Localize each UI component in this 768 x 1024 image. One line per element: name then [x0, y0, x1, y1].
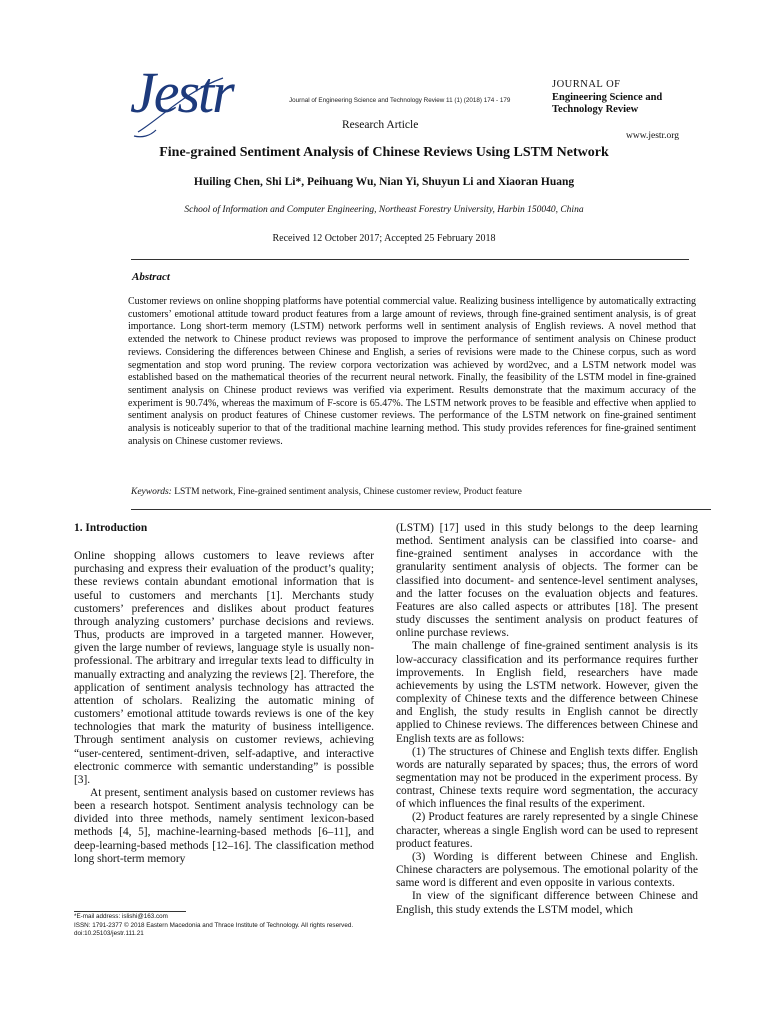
journal-citation: Journal of Engineering Science and Technology Review 11 (1) (2018) 174 - 179: [289, 97, 511, 104]
abstract-heading: Abstract: [132, 271, 170, 283]
abstract-text: Customer reviews on online shopping platforms have potential commercial value. Realizing business intelligence by automatically extracting customers’ emotional attitude toward product features from a large amount of reviews, through fine-grained sentiment analysis, is of great importance. Long short-term memory (LSTM) network performs well in sentiment analysis of English reviews. A novel method that extended the network to Chinese product reviews was proposed to improve the performance of sentiment analysis on Chinese product reviews. Considering the differences between Chinese and English, a series of revisions were made to the Chinese corpus, such as word segmentation and stop word pruning. The review corpora vectorization was achieved by word2vec, and a LSTM network model was established based on the mathematical theories of the recurrent neural network. Finally, the feasibility of the LSTM model in fine-grained sentiment analysis on Chinese product reviews was verified via experiment. Results demonstrate that the maximum accuracy of the experiment is 90.74%, whereas the maximum of F-score is 65.47%. The LSTM network proves to be feasible and effective when applied to sentiment analysis on product features of Chinese customer reviews. The performance of the LSTM network on fine-grained sentiment analysis is noticeably superior to that of the traditional machine learning method. This study provides references for fine-grained sentiment analysis on Chinese customer reviews.: [128, 296, 696, 447]
body-paragraph: (2) Product features are rarely represented by a single Chinese character, whereas a single English word can be used to represent product features.: [396, 811, 698, 850]
body-right-column: [396, 522, 698, 917]
body-paragraph: (3) Wording is different between Chinese and English. Chinese characters are polysemous. The emotional polarity of the same word is different and even opposite in various contexts.: [396, 850, 698, 890]
footnotes: [74, 913, 353, 939]
footnote-doi: doi:10.25103/jestr.111.21: [74, 930, 144, 937]
article-type: Research Article: [342, 119, 419, 131]
body-left-column: [74, 522, 374, 866]
paper-dates: Received 12 October 2017; Accepted 25 February 2018: [272, 233, 496, 244]
journal-name-line3: Technology Review: [552, 104, 639, 115]
header-divider: [131, 259, 689, 260]
journal-name-line1: JOURNAL OF: [552, 79, 621, 90]
footnote-divider: [74, 911, 186, 912]
body-paragraph: Online shopping allows customers to leave reviews after purchasing and express their evaluation of the product’s quality; these reviews contain abundant emotional information that is useful to customers and merchants [1]. Merchants study customers’ preferences and dislikes about product features through analyzing customers’ purchase decisions and reviews. Thus, products are improved in a targeted manner. However, given the large number of reviews, language style is usually non-professional. The arbitrary and irregular texts lead to difficulty in manually extracting and analyzing the reviews [2]. Therefore, the application of sentiment analysis technology has attracted the attention of scholars. Realizing the automatic mining of customers’ emotional attitude towards reviews is one of the key technologies that mark the maturity of business intelligence. Through sentiment analysis on customer reviews, achieving “user-centered, sentiment-driven, self-adaptive, and interactive electronic commerce with semantic understanding” is possible [3].: [74, 550, 374, 786]
keywords-label: Keywords:: [131, 487, 172, 497]
body-paragraph: At present, sentiment analysis based on customer reviews has been a research hotspot. Sentiment analysis technology can be divided into three methods, namely sentiment lexicon-based methods [4, 5], machine-learning-based methods [6–11], and deep-learning-based methods [12–16]. The classification method long short-term memory: [74, 786, 374, 865]
journal-logo: Jestr: [130, 60, 233, 125]
body-paragraph: (1) The structures of Chinese and English texts differ. English words are naturally separated by spaces; thus, the errors of word segmentation may not be produced in the experiment process. By contrast, Chinese texts require word segmentation, the accuracy of which influences the final results of the experiment.: [396, 745, 698, 811]
keywords-text: LSTM network, Fine-grained sentiment analysis, Chinese customer review, Product feature: [174, 487, 522, 497]
keywords-line: [131, 487, 522, 497]
body-paragraph: (LSTM) [17] used in this study belongs to the deep learning method. Sentiment analysis can be classified into coarse- and fine-grained sentiment analyses in accordance with the granularity sentiment analysis of objects. The former can be classified into document- and sentence-level sentiment analyses, and the latter focuses on the evaluation objects and features. Features are also called aspects or attributes [18]. The present study discusses the sentiment analysis on product features of online purchase reviews.: [396, 522, 698, 640]
body-paragraph: In view of the significant difference between Chinese and English, this study extends the LSTM model, which: [396, 890, 698, 916]
footnote-issn: ISSN: 1791-2377 © 2018 Eastern Macedonia and Thrace Institute of Technology. All rights reserved.: [74, 921, 354, 929]
abstract-divider: [131, 509, 711, 510]
section-heading-introduction: 1. Introduction: [74, 522, 148, 534]
footnote-email: *E-mail address: islishi@163.com: [74, 913, 168, 920]
journal-name-block: [552, 79, 662, 117]
body-paragraph: The main challenge of fine-grained sentiment analysis is its low-accuracy classification and its performance requires further improvements. In English field, researchers have made achievements by using the LSTM network. However, given the complexity of Chinese texts and the difference between Chinese and English, the study results in English cannot be directly applied to Chinese reviews. The differences between Chinese and English texts are as follows:: [396, 640, 698, 745]
paper-title: Fine-grained Sentiment Analysis of Chinese Reviews Using LSTM Network: [159, 145, 609, 160]
paper-authors: Huiling Chen, Shi Li*, Peihuang Wu, Nian Yi, Shuyun Li and Xiaoran Huang: [193, 176, 575, 188]
paper-affiliation: School of Information and Computer Engineering, Northeast Forestry University, Harbin 150040, China: [184, 205, 584, 215]
journal-url-link[interactable]: www.jestr.org: [626, 131, 680, 141]
journal-name-line2: Engineering Science and: [552, 91, 663, 103]
